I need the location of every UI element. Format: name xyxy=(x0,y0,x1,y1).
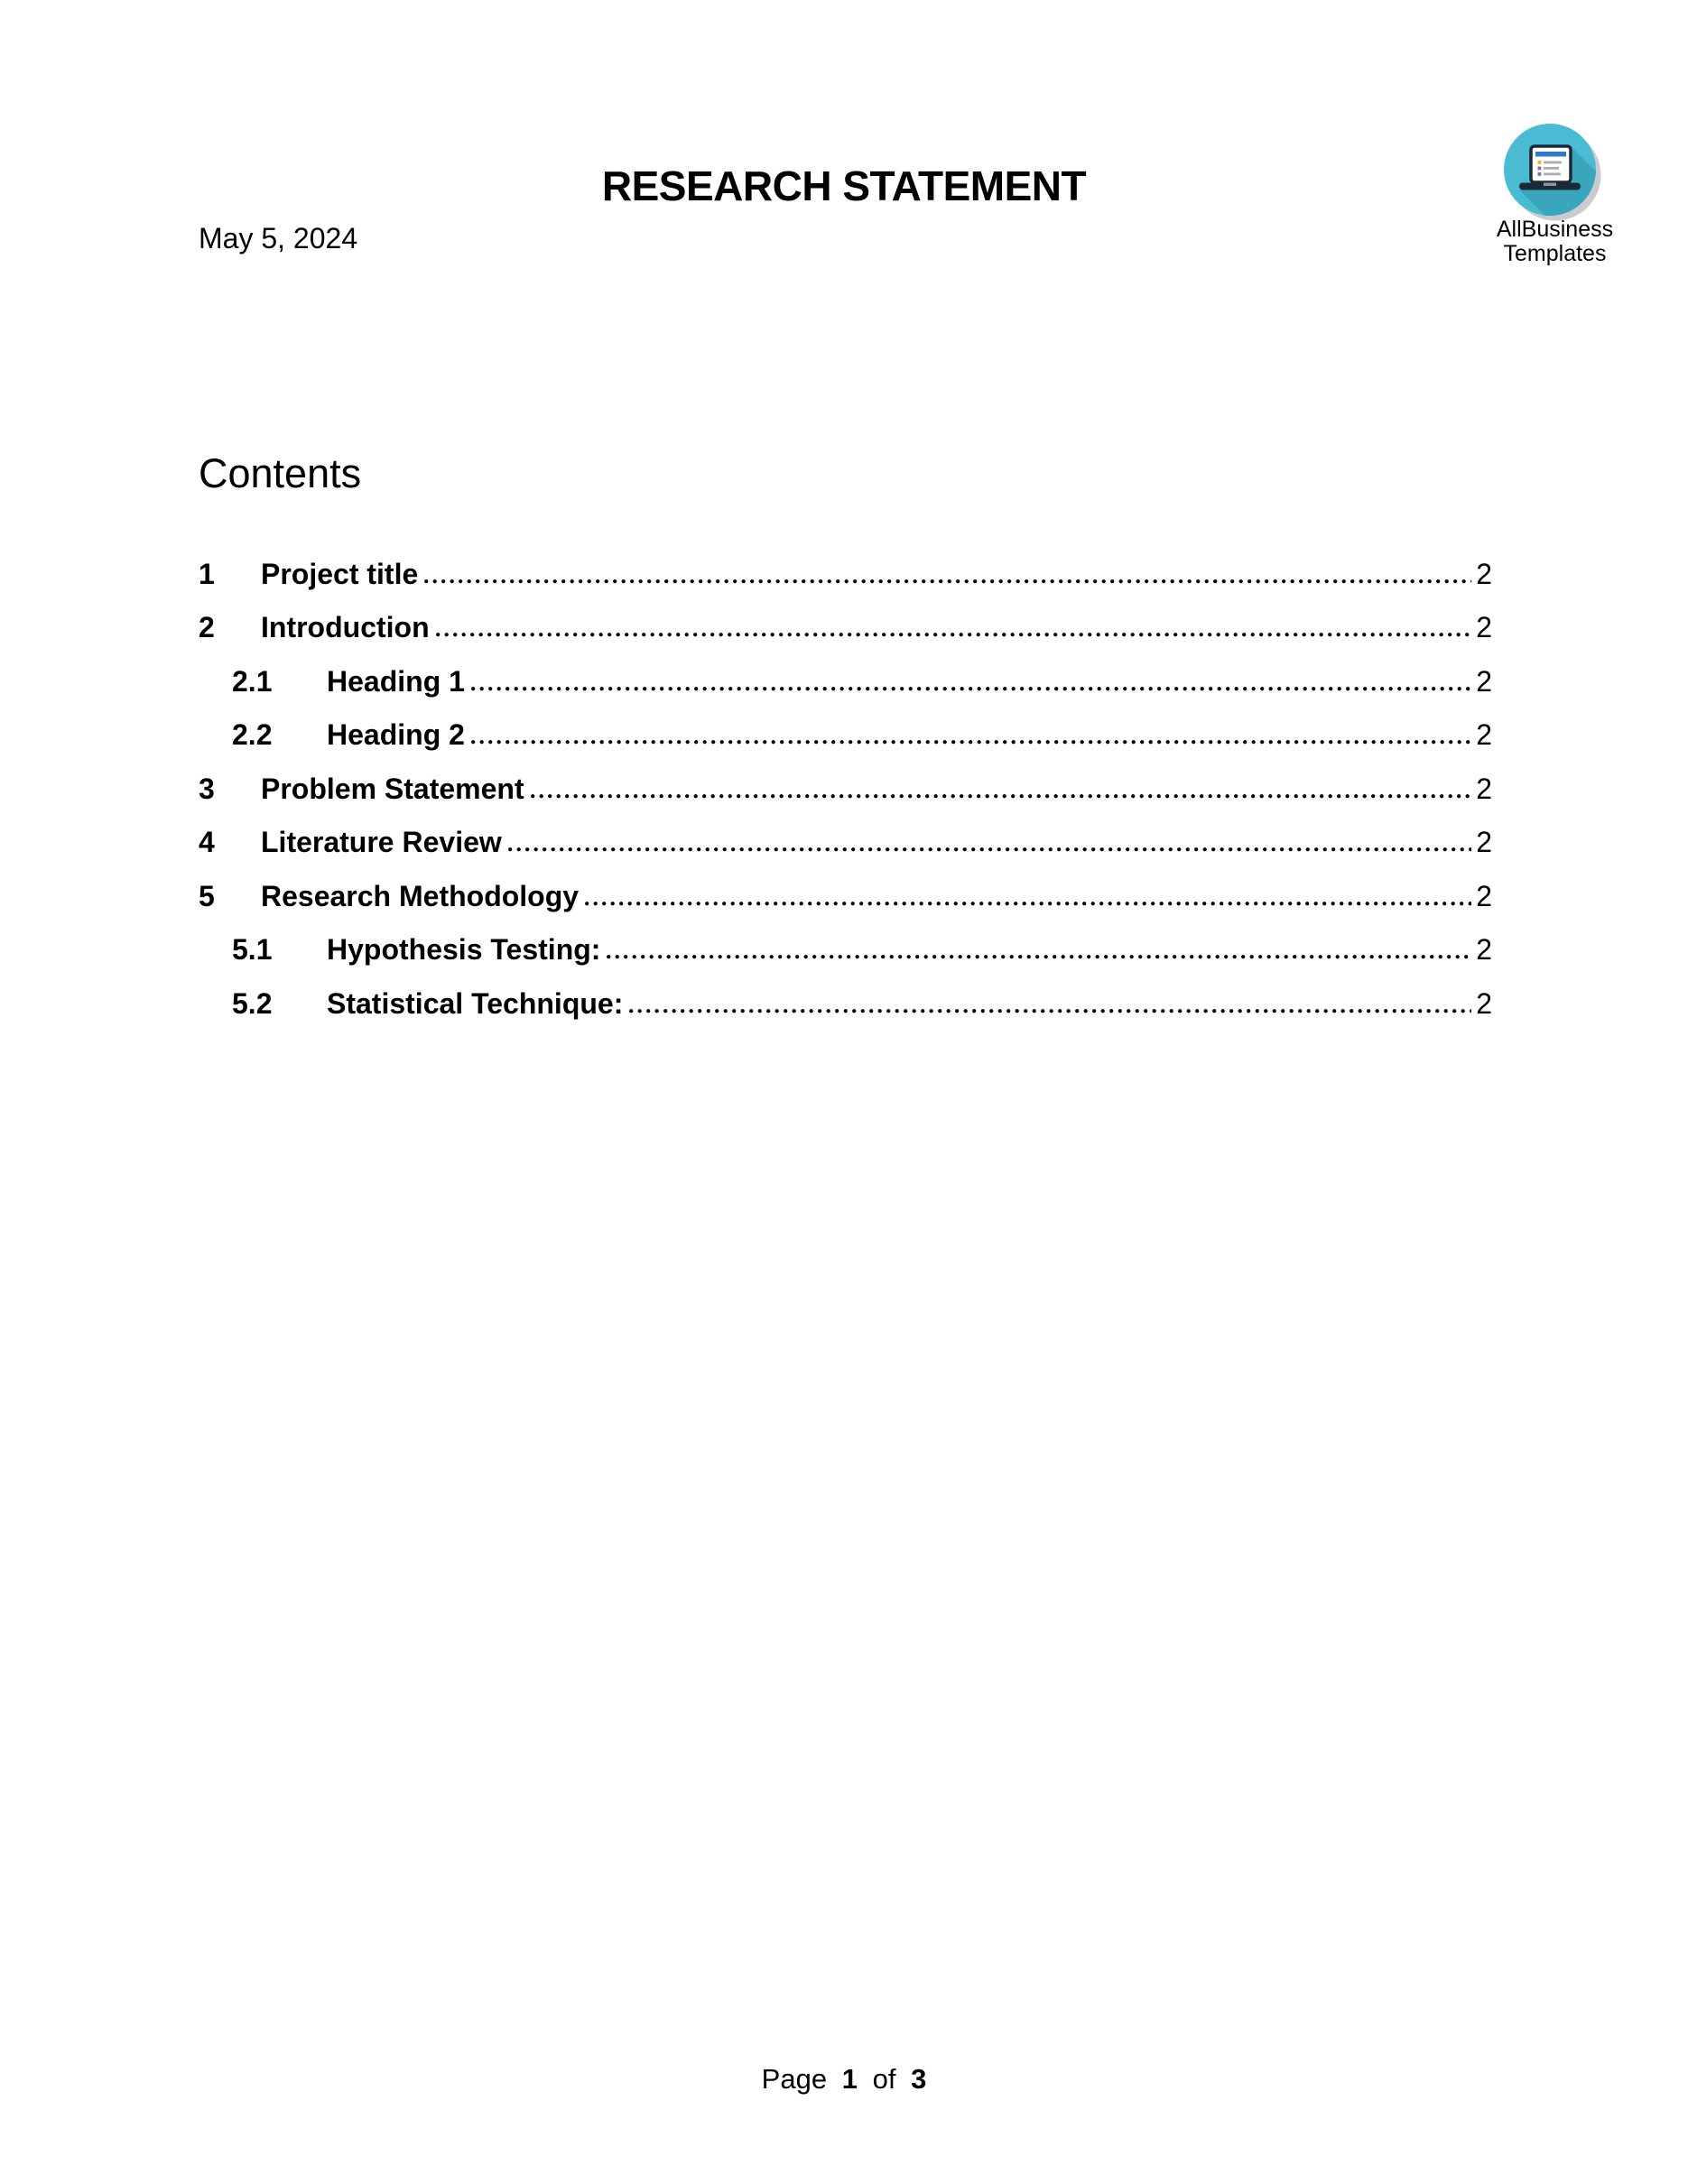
toc-entry[interactable] xyxy=(199,869,1492,923)
toc-entry-label: Heading 2 xyxy=(327,718,465,752)
toc-entry-label: Introduction xyxy=(261,611,430,644)
toc-entry[interactable] xyxy=(199,547,1492,601)
toc-leader-dots xyxy=(436,613,1472,642)
toc-entry-number: 2.1 xyxy=(232,664,273,698)
toc-entry[interactable] xyxy=(199,816,1492,870)
logo-brand-text xyxy=(1480,217,1629,266)
toc-entry-number: 4 xyxy=(199,826,215,859)
document-date: May 5, 2024 xyxy=(199,222,358,254)
toc-entry-number: 5 xyxy=(199,879,215,912)
footer-total-pages: 3 xyxy=(911,2063,927,2095)
allbusiness-logo xyxy=(1480,124,1629,282)
toc-entry-number: 1 xyxy=(199,557,215,590)
toc-entry[interactable] xyxy=(199,976,1492,1031)
toc-entry-page: 2 xyxy=(1476,879,1492,912)
toc-entry-label: Literature Review xyxy=(261,826,502,859)
toc-entry-number: 5.1 xyxy=(232,933,273,967)
toc-entry-label: Project title xyxy=(261,557,419,590)
toc-entry-label: Problem Statement xyxy=(261,772,524,805)
toc-entry-label: Hypothesis Testing: xyxy=(327,933,601,967)
toc-leader-dots xyxy=(471,720,1471,749)
toc-entry-number: 2 xyxy=(199,611,215,644)
toc-leader-dots xyxy=(585,882,1471,911)
toc-entry-page: 2 xyxy=(1476,772,1492,805)
toc-entry-number: 5.2 xyxy=(232,986,273,1020)
toc-entry-label: Statistical Technique: xyxy=(327,986,624,1020)
toc-leader-dots xyxy=(471,667,1471,696)
toc-entry-page: 2 xyxy=(1476,557,1492,590)
toc-entry-page: 2 xyxy=(1476,664,1492,698)
page-footer xyxy=(0,2065,1688,2093)
footer-page-number: 1 xyxy=(841,2063,858,2095)
toc-entry-page: 2 xyxy=(1476,611,1492,644)
toc-entry-number: 3 xyxy=(199,772,215,805)
footer-prefix: Page xyxy=(761,2063,828,2095)
toc-entry[interactable] xyxy=(199,654,1492,708)
toc-entry[interactable] xyxy=(199,923,1492,977)
document-title: RESEARCH STATEMENT xyxy=(601,162,1087,209)
logo-brand-line1: AllBusiness xyxy=(1496,217,1614,242)
toc-leader-dots xyxy=(629,989,1471,1018)
toc-leader-dots xyxy=(508,828,1471,856)
contents-heading: Contents xyxy=(199,450,362,496)
toc-entry[interactable] xyxy=(199,762,1492,816)
toc-entry-page: 2 xyxy=(1476,826,1492,859)
laptop-logo-icon xyxy=(1504,124,1605,225)
footer-middle: of xyxy=(872,2063,896,2095)
toc-leader-dots xyxy=(531,774,1472,803)
toc-entry-number: 2.2 xyxy=(232,718,273,752)
toc-entry[interactable] xyxy=(199,708,1492,763)
toc-leader-dots xyxy=(607,935,1471,964)
toc-entry-page: 2 xyxy=(1476,986,1492,1020)
toc-entry-label: Research Methodology xyxy=(261,879,580,912)
toc-list xyxy=(199,547,1492,1031)
toc-entry[interactable] xyxy=(199,601,1492,655)
toc-entry-label: Heading 1 xyxy=(327,664,465,698)
toc-entry-page: 2 xyxy=(1476,933,1492,967)
toc-leader-dots xyxy=(424,560,1471,588)
logo-brand-line2: Templates xyxy=(1503,241,1607,266)
toc-entry-page: 2 xyxy=(1476,718,1492,752)
